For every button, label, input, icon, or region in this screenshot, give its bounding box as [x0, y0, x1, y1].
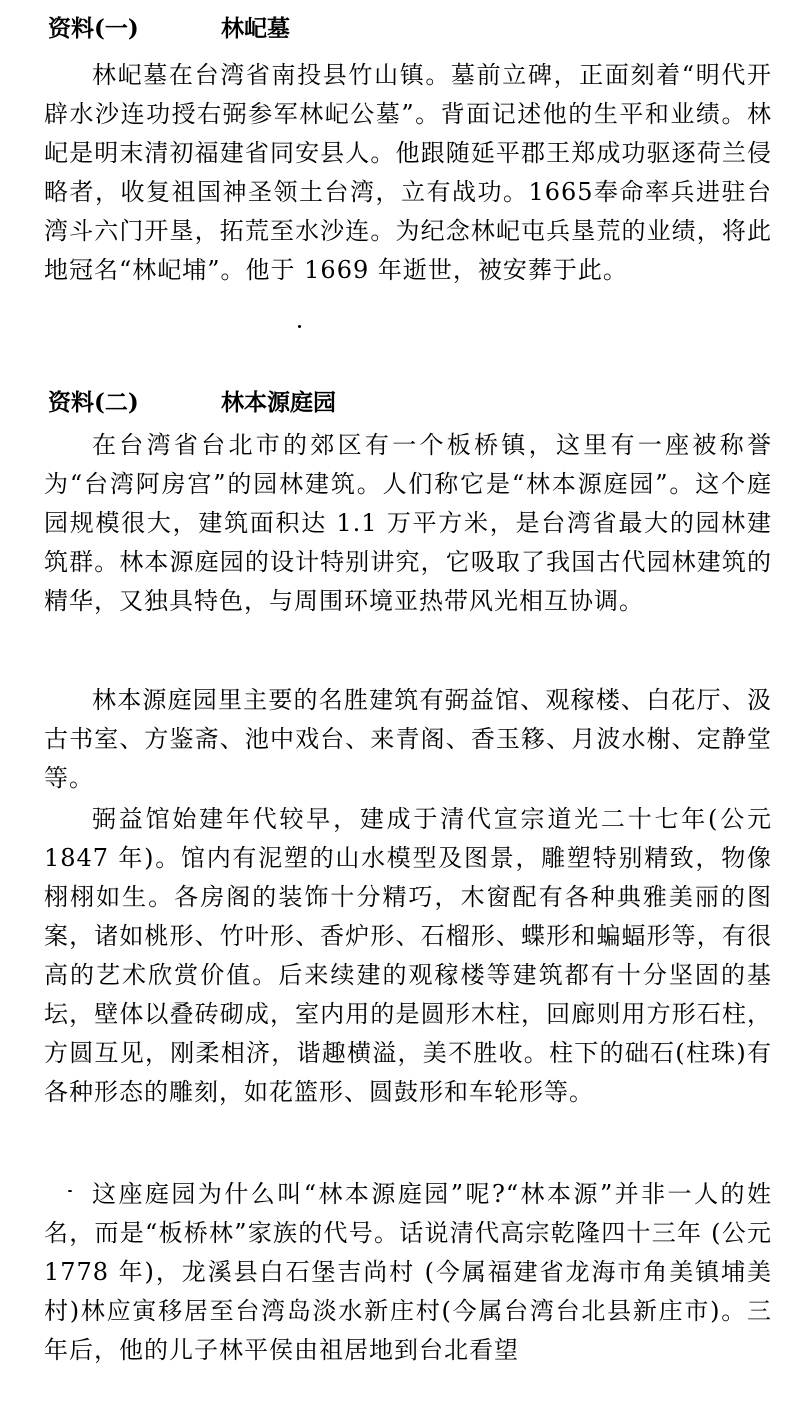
scan-speck [298, 325, 301, 328]
section-2-paragraph-2: 林本源庭园里主要的名胜建筑有弼益馆、观稼楼、白花厅、汲古书室、方鉴斋、池中戏台、来青阁、香玉簃、月波水榭、定静堂等。 [44, 686, 772, 792]
section-1-label: 资料(一) [48, 15, 139, 42]
section-1-title: 林屺墓 [221, 15, 291, 42]
section-2-heading [48, 388, 336, 418]
section-2-label: 资料(二) [48, 389, 139, 416]
section-2-paragraph-3: 弼益馆始建年代较早，建成于清代宣宗道光二十七年(公元 1847 年)。馆内有泥塑的山水模型及图景，雕塑特别精致，物像栩栩如生。各房阁的装饰十分精巧，木窗配有各种典雅美丽的图案，诸如桃形、竹叶形、香炉形、石榴形、蝶形和蝙蝠形等，有很高的艺术欣赏价值。后来续建的观稼楼等建筑都有十分坚固的基坛，壁体以叠砖砌成，室内用的是圆形木柱，回廊则用方形石柱，方圆互见，刚柔相济，谐趣横溢，美不胜收。柱下的础石(柱珠)有各种形态的雕刻，如花篮形、圆鼓形和车轮形等。 [44, 805, 772, 1106]
section-1-heading [48, 14, 290, 44]
section-2-paragraph-1: 在台湾省台北市的郊区有一个板桥镇，这里有一座被称誉为“台湾阿房宫”的园林建筑。人们称它是“林本源庭园”。这个庭园规模很大，建筑面积达 1.1 万平方米，是台湾省最大的园林建筑群。林本源庭园的设计特别讲究，它吸取了我国古代园林建筑的精华，又独具特色，与周围环境亚热带风光相互协调。 [44, 431, 772, 615]
section-2-paragraph-4: 这座庭园为什么叫“林本源庭园”呢?“林本源”并非一人的姓名，而是“板桥林”家族的代号。话说清代高宗乾隆四十三年 (公元 1778 年)，龙溪县白石堡吉尚村 (今属福建省龙海市角美镇埔美村)林应寅移居至台湾岛淡水新庄村(今属台湾台北县新庄市)。三年后，他的儿子林平侯由祖居地到台北看望 [44, 1180, 772, 1364]
section-2-title: 林本源庭园 [221, 389, 337, 416]
section-1-paragraph-1: 林屺墓在台湾省南投县竹山镇。墓前立碑，正面刻着“明代开辟水沙连功授右弼参军林屺公墓”。背面记述他的生平和业绩。林屺是明末清初福建省同安县人。他跟随延平郡王郑成功驱逐荷兰侵略者，收复祖国神圣领土台湾，立有战功。1665奉命率兵进驻台湾斗六门开垦，拓荒至水沙连。为纪念林屺屯兵垦荒的业绩，将此地冠名“林屺埔”。他于 1669 年逝世，被安葬于此。 [44, 61, 772, 284]
